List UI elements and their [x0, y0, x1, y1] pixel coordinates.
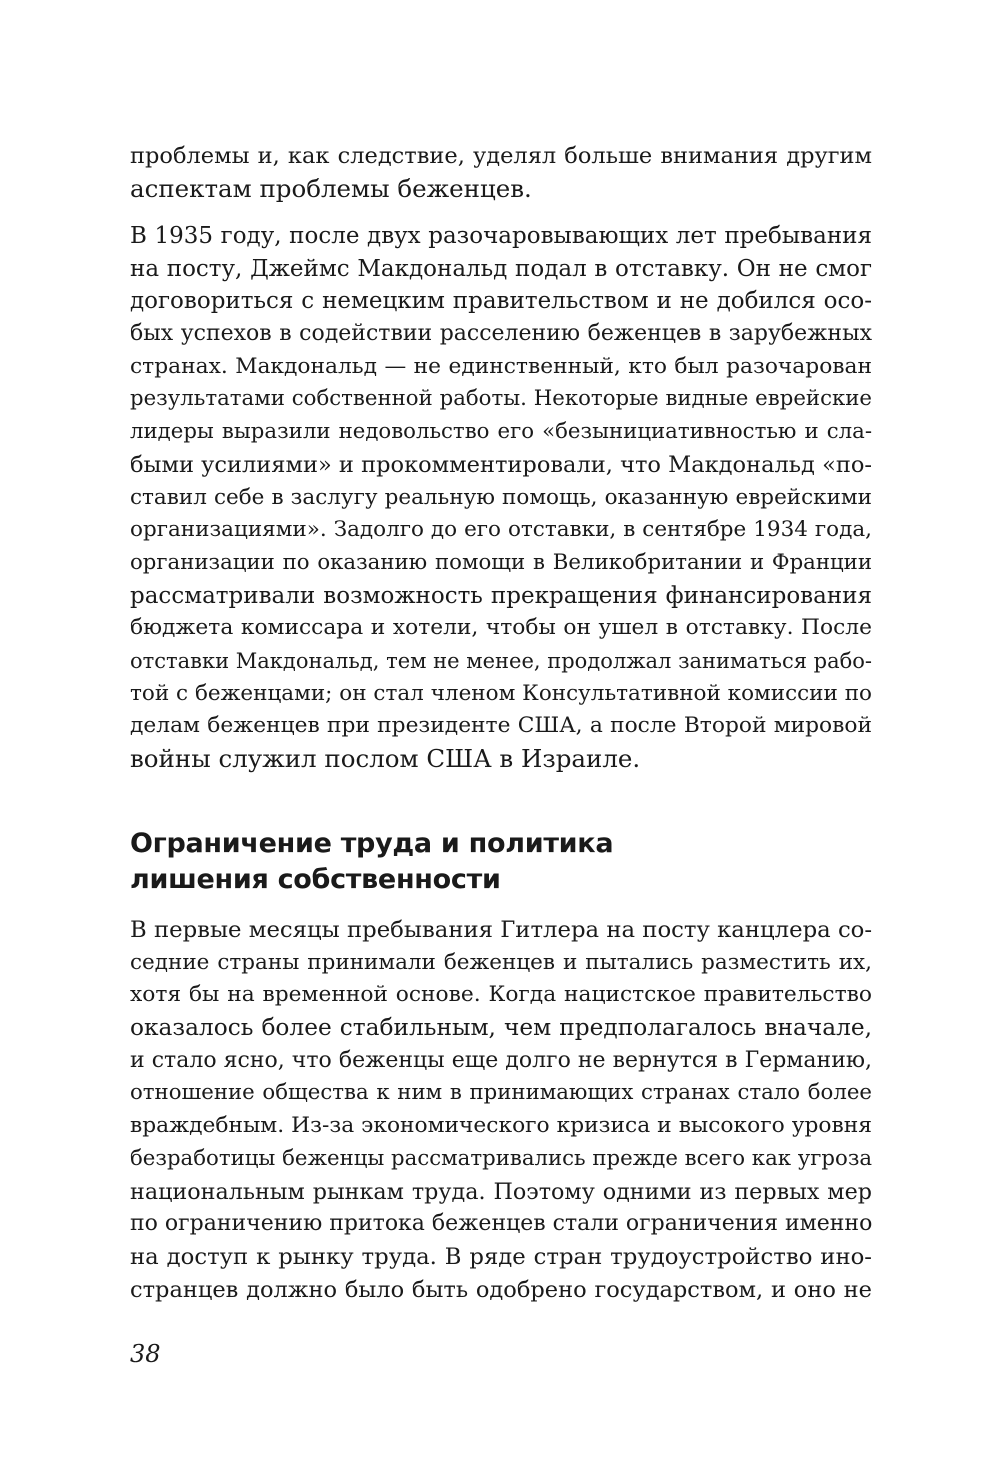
heading-line: Ограничение труда и политика [130, 828, 614, 859]
text-line: В 1935 году, после двух разочаровывающих лет пребывания [130, 223, 872, 249]
text-line: оказалось более стабильным, чем предполагалось вначале, [130, 1014, 872, 1042]
text-line: странцев должно было быть одобрено государством, и оно не [130, 1276, 872, 1303]
text-line: хотя бы на временной основе. Когда нацистское правительство [130, 982, 872, 1008]
heading-line: лишения собственности [130, 864, 501, 895]
text-line: лидеры выразили недовольство его «безынициативностью и сла- [130, 419, 872, 445]
text-line: войны служил послом США в Израиле. [130, 744, 641, 773]
text-line: организациями». Задолго до его отставки, в сентябре 1934 года, [130, 517, 872, 543]
paragraph-3 [130, 914, 872, 1306]
text-line: на доступ к рынку труда. В ряде стран трудоустройство ино- [130, 1243, 872, 1270]
text-line: бюджета комиссара и хотели, чтобы он ушел в отставку. После [130, 615, 872, 641]
page-number: 38 [130, 1340, 161, 1368]
text-line: отставки Макдональд, тем не менее, продолжал заниматься рабо- [130, 648, 872, 673]
text-line: той с беженцами; он стал членом Консультативной комиссии по [130, 680, 872, 706]
paragraph-1 [130, 140, 872, 205]
text-line: седние страны принимали беженцев и пытались разместить их, [130, 949, 872, 975]
text-line: В первые месяцы пребывания Гитлера на посту канцлера со- [130, 917, 873, 943]
text-line: странах. Макдональд — не единственный, кто был разочарован [130, 353, 872, 379]
text-line: аспектам проблемы беженцев. [130, 173, 532, 203]
text-line: рассматривали возможность прекращения финансирования [130, 582, 872, 609]
text-line: организации по оказанию помощи в Великобритании и Франции [130, 549, 872, 575]
text-line: ставил себе в заслугу реальную помощь, оказанную еврейскими [130, 484, 872, 510]
text-line: делам беженцев при президенте США, а после Второй мировой [130, 713, 872, 739]
text-line: безработицы беженцы рассматривались прежде всего как угроза [130, 1145, 873, 1171]
text-line: национальным рынкам труда. Поэтому одними из первых мер [130, 1178, 872, 1205]
text-line: договориться с немецким правительством и не добился осо- [130, 288, 872, 315]
text-line: отношение общества к ним в принимающих странах стало более [130, 1080, 872, 1106]
text-line: и стало ясно, что беженцы еще долго не вернутся в Германию, [130, 1047, 872, 1073]
paragraph-2 [130, 220, 872, 776]
text-line: результатами собственной работы. Некоторые видные еврейские [130, 386, 872, 412]
text-line: на посту, Джеймс Макдональд подал в отставку. Он не смог [130, 255, 872, 282]
section-heading [130, 826, 872, 898]
text-line: быми усилиями» и прокомментировали, что Макдональд «по- [130, 451, 872, 478]
text-line: по ограничению притока беженцев стали ограничения именно [130, 1211, 873, 1237]
text-line: проблемы и, как следствие, уделял больше внимания другим [130, 143, 872, 169]
text-line: бых успехов в содействии расселению беженцев в зарубежных [130, 321, 872, 347]
text-line: враждебным. Из-за экономического кризиса и высокого уровня [130, 1113, 872, 1139]
